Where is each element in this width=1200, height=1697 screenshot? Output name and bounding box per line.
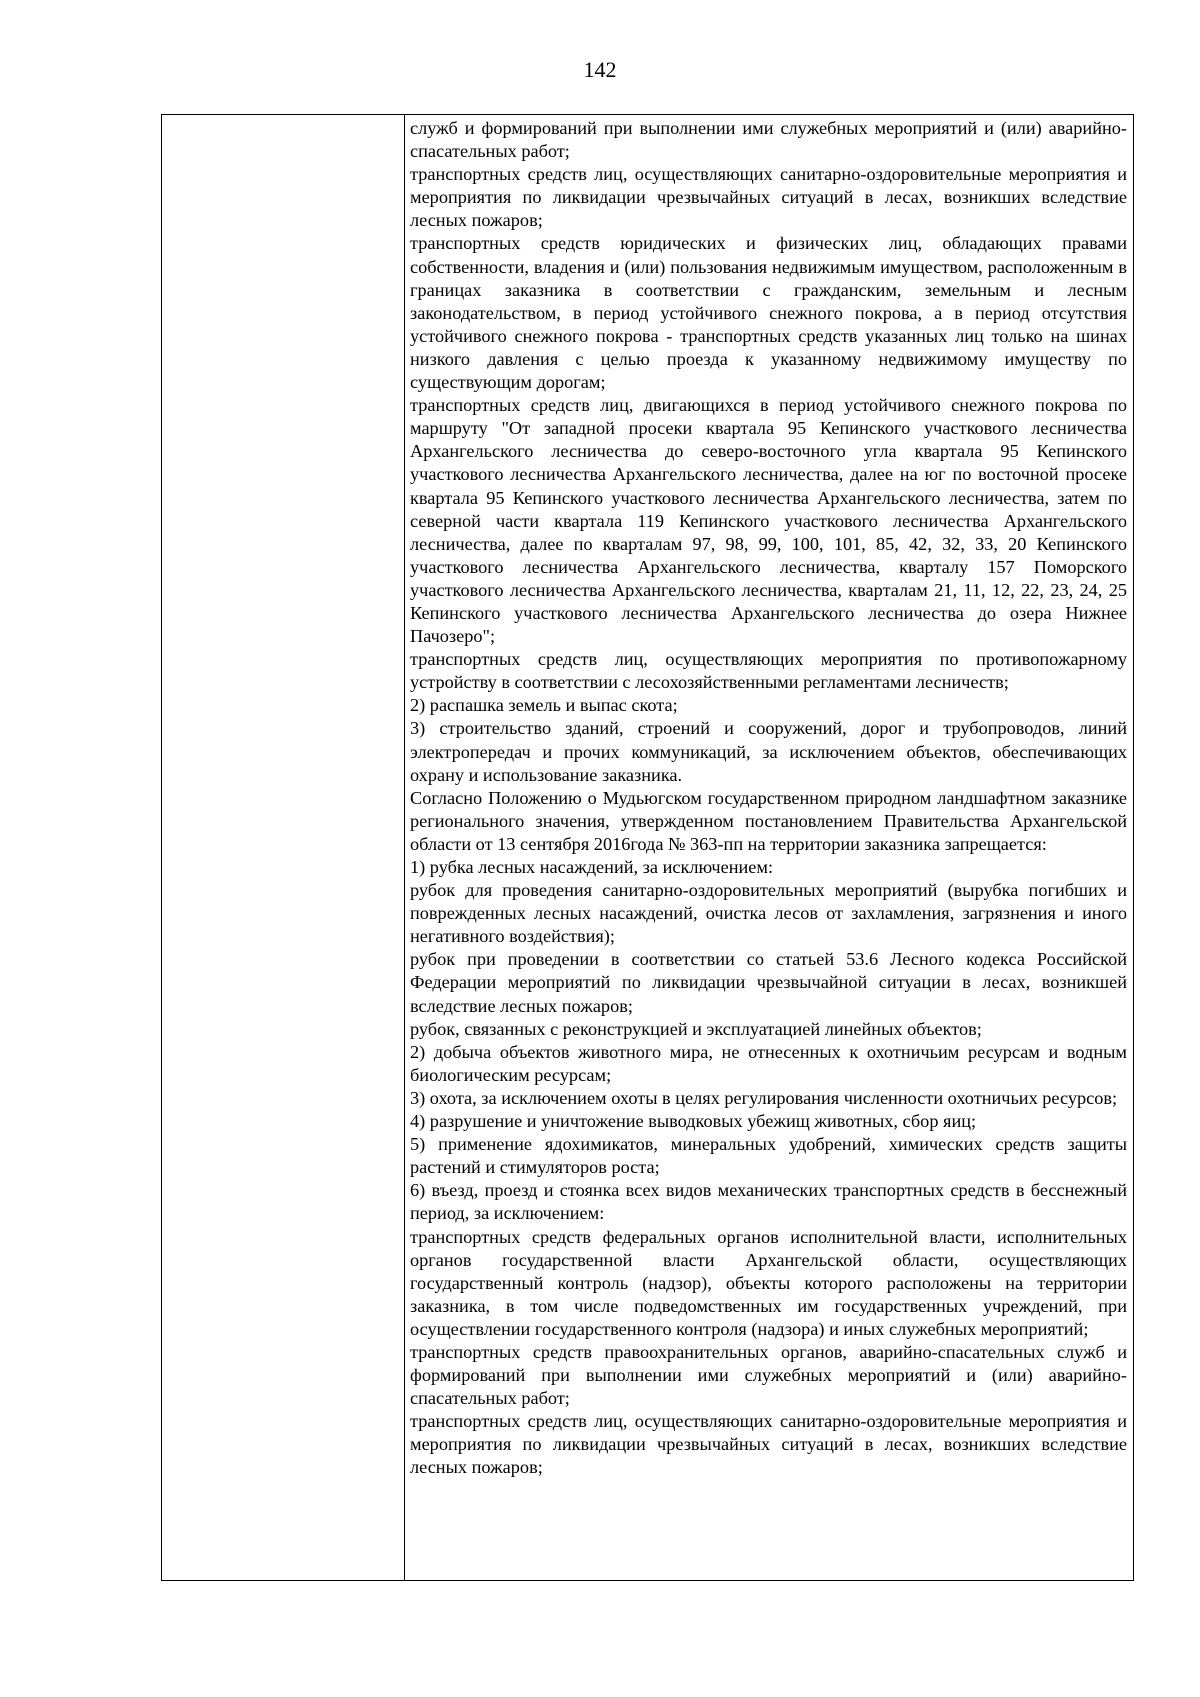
paragraph: транспортных средств федеральных органов исполнительной власти, исполнительных органов государственной власти Архангельской области, осуществляющих государственный контроль (надзор), объекты которого расположены на территории заказника, в том числе подведомственных им государственных учреждений, при осуществлении государственного контроля (надзора) и иных служебных мероприятий; (410, 1226, 1127, 1339)
list-item: 2) добыча объектов животного мира, не отнесенных к охотничьим ресурсам и водным биологическим ресурсам; (410, 1041, 1127, 1085)
paragraph: транспортных средств лиц, осуществляющих мероприятия по противопожарному устройству в соответствии с лесохозяйственными регламентами лесничеств; (410, 649, 1127, 693)
paragraph: транспортных средств лиц, двигающихся в период устойчивого снежного покрова по маршруту "От западной просеки квартала 95 Кепинского участкового лесничества Архангельского лесничества до северо-восточного угла квартала 95 Кепинского участкового лесничества Архангельского лесничества, далее на юг по восточной просеке квартала 95 Кепинского участкового лесничества Архангельского лесничества, затем по северной части квартала 119 Кепинского участкового лесничества Архангельского лесничества, далее по кварталам 97, 98, 99, 100, 101, 85, 42, 32, 33, 20 Кепинского участкового лесничества Архангельского лесничества, кварталу 157 Поморского участкового лесничества Архангельского лесничества, кварталам 21, 11, 12, 22, 23, 24, 25 Кепинского участкового лесничества Архангельского лесничества до озера Нижнее Пачозеро"; (410, 395, 1127, 647)
list-item: 1) рубка лесных насаждений, за исключением: (410, 857, 774, 877)
paragraph: рубок, связанных с реконструкцией и эксплуатацией линейных объектов; (410, 1018, 982, 1039)
paragraph: Согласно Положению о Мудьюгском государственном природном ландшафтном заказнике регионального значения, утвержденном постановлением Правительства Архангельской области от 13 сентября 2016года № 363-пп на территории заказника запрещается: (410, 787, 1127, 854)
paragraph: транспортных средств лиц, осуществляющих санитарно-оздоровительные мероприятия и мероприятия по ликвидации чрезвычайных ситуаций в лесах, возникших вследствие лесных пожаров; (410, 164, 1127, 231)
list-item: 5) применение ядохимикатов, минеральных удобрений, химических средств защиты растений и стимуляторов роста; (410, 1134, 1127, 1178)
list-item: 3) строительство зданий, строений и сооружений, дорог и трубопроводов, линий электропередач и прочих коммуникаций, за исключением объектов, обеспечивающих охрану и использование заказника. (410, 718, 1127, 785)
list-item: 6) въезд, проезд и стоянка всех видов механических транспортных средств в бесснежный период, за исключением: (410, 1180, 1127, 1224)
table-left-cell (162, 115, 405, 1580)
paragraph: транспортных средств правоохранительных органов, аварийно-спасательных служб и формирований при выполнении ими служебных мероприятий и (или) аварийно-спасательных работ; (410, 1341, 1127, 1409)
list-item: 3) охота, за исключением охоты в целях регулирования численности охотничьих ресурсов; (410, 1087, 1118, 1108)
paragraph: рубок для проведения санитарно-оздоровительных мероприятий (вырубка погибших и поврежденных лесных насаждений, очистка лесов от захламления, загрязнения и иного негативного воздействия); (410, 880, 1127, 947)
regulation-table (161, 114, 1134, 1581)
paragraph: рубок при проведении в соответствии со статьей 53.6 Лесного кодекса Российской Федерации мероприятий по ликвидации чрезвычайной ситуации в лесах, возникшей вследствие лесных пожаров; (410, 949, 1127, 1016)
paragraph: служб и формирований при выполнении ими служебных мероприятий и (или) аварийно-спасательных работ; (410, 118, 1127, 162)
paragraph: транспортных средств лиц, осуществляющих санитарно-оздоровительные мероприятия и мероприятия по ликвидации чрезвычайных ситуаций в лесах, возникших вследствие лесных пожаров; (410, 1411, 1127, 1478)
list-item: 4) разрушение и уничтожение выводковых убежищ животных, сбор яиц; (410, 1111, 977, 1132)
page-number: 142 (583, 57, 617, 82)
table-right-cell (405, 115, 1133, 1480)
list-item: 2) распашка земель и выпас скота; (410, 695, 678, 716)
paragraph: транспортных средств юридических и физических лиц, обладающих правами собственности, владения и (или) пользования недвижимым имуществом, расположенным в границах заказника в соответствии с гражданским, земельным и лесным законодательством, в период устойчивого снежного покрова, а в период отсутствия устойчивого снежного покрова - транспортных средств указанных лиц только на шинах низкого давления с целью проезда к указанному недвижимому имуществу по существующим дорогам; (410, 233, 1127, 393)
